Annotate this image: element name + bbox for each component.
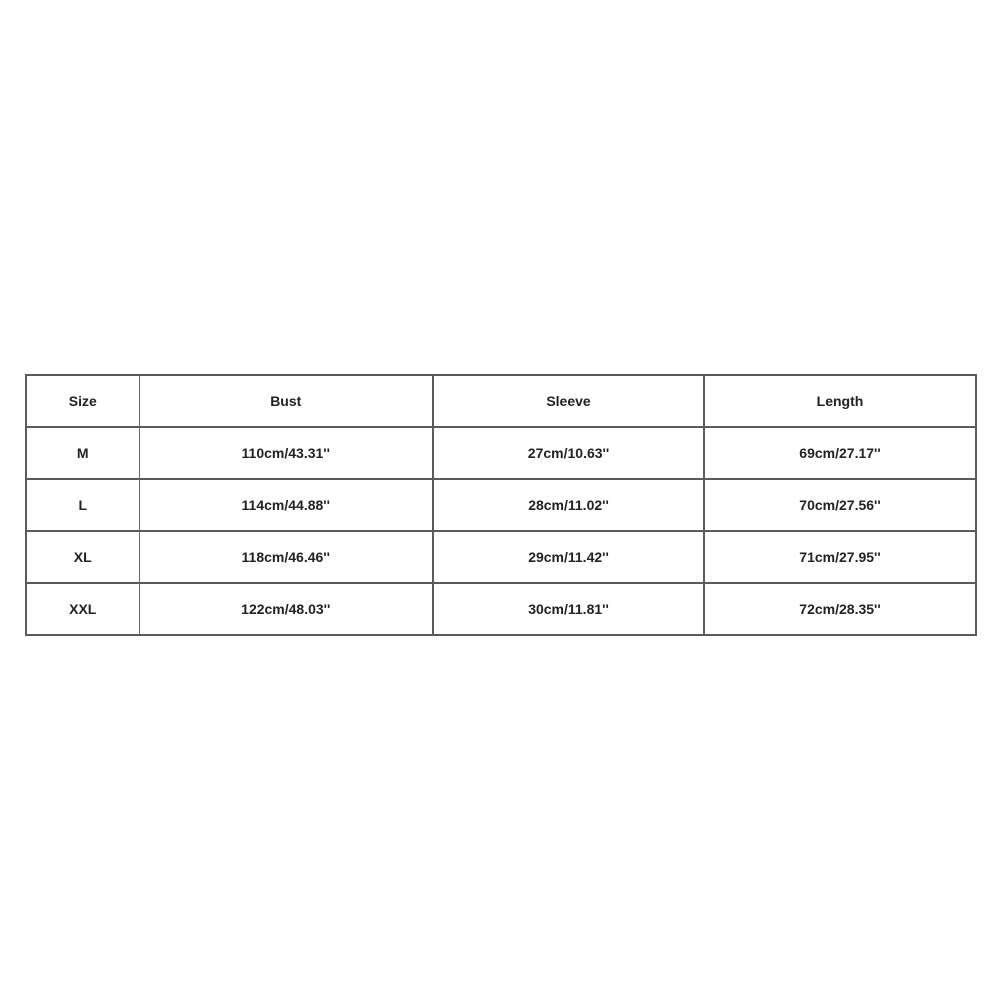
size-chart-table <box>25 374 977 636</box>
sleeve-cell: 29cm/11.42'' <box>433 531 704 583</box>
table-header-row <box>26 375 976 427</box>
length-cell: 72cm/28.35'' <box>704 583 976 635</box>
sleeve-cell: 30cm/11.81'' <box>433 583 704 635</box>
sleeve-cell: 27cm/10.63'' <box>433 427 704 479</box>
bust-cell: 118cm/46.46'' <box>139 531 433 583</box>
size-cell: XL <box>26 531 139 583</box>
header-length: Length <box>704 375 976 427</box>
bust-cell: 110cm/43.31'' <box>139 427 433 479</box>
length-cell: 71cm/27.95'' <box>704 531 976 583</box>
table-row <box>26 583 976 635</box>
table-row <box>26 479 976 531</box>
size-cell: XXL <box>26 583 139 635</box>
bust-cell: 122cm/48.03'' <box>139 583 433 635</box>
size-cell: L <box>26 479 139 531</box>
table-row <box>26 427 976 479</box>
table-row <box>26 531 976 583</box>
bust-cell: 114cm/44.88'' <box>139 479 433 531</box>
length-cell: 69cm/27.17'' <box>704 427 976 479</box>
length-cell: 70cm/27.56'' <box>704 479 976 531</box>
header-bust: Bust <box>139 375 433 427</box>
header-size: Size <box>26 375 139 427</box>
size-cell: M <box>26 427 139 479</box>
sleeve-cell: 28cm/11.02'' <box>433 479 704 531</box>
header-sleeve: Sleeve <box>433 375 704 427</box>
